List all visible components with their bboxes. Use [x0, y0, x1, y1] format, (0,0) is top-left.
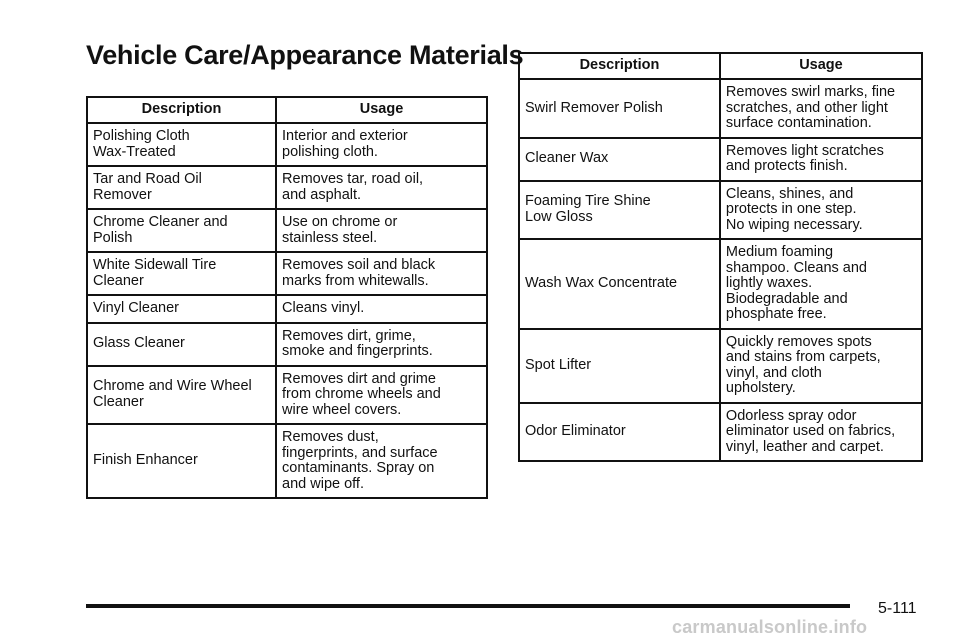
row-usage: Removes dirt, grime, smoke and fingerprints. [276, 323, 487, 366]
page-title: Vehicle Care/Appearance Materials [86, 40, 524, 70]
row-usage: Interior and exterior polishing cloth. [276, 123, 487, 166]
column-header-usage: Usage [720, 53, 922, 79]
column-header-description: Description [519, 53, 720, 79]
table-row [87, 295, 487, 323]
row-description: Finish Enhancer [87, 424, 276, 498]
table-row [519, 79, 922, 138]
row-usage: Quickly removes spots and stains from carpets, vinyl, and cloth upholstery. [720, 329, 922, 403]
row-description: Cleaner Wax [519, 138, 720, 181]
row-usage: Removes swirl marks, fine scratches, and other light surface contamination. [720, 79, 922, 138]
row-description: Foaming Tire Shine Low Gloss [519, 181, 720, 240]
row-description: Wash Wax Concentrate [519, 239, 720, 329]
table-row [87, 123, 487, 166]
table-row [519, 138, 922, 181]
row-usage: Use on chrome or stainless steel. [276, 209, 487, 252]
footer-rule [86, 604, 850, 608]
table-row [87, 209, 487, 252]
row-description: Spot Lifter [519, 329, 720, 403]
row-description: Chrome and Wire Wheel Cleaner [87, 366, 276, 425]
row-usage: Removes dust, fingerprints, and surface contaminants. Spray on and wipe off. [276, 424, 487, 498]
row-description: Tar and Road Oil Remover [87, 166, 276, 209]
row-description: Vinyl Cleaner [87, 295, 276, 323]
row-usage: Medium foaming shampoo. Cleans and lightly waxes. Biodegradable and phosphate free. [720, 239, 922, 329]
care-materials-table-left [86, 96, 488, 499]
watermark: carmanualsonline.info [672, 617, 868, 637]
row-description: Polishing Cloth Wax-Treated [87, 123, 276, 166]
page-number: 5-111 [878, 600, 917, 617]
table-row [87, 252, 487, 295]
table-row [519, 403, 922, 462]
column-header-usage: Usage [276, 97, 487, 123]
table-header-row [519, 53, 922, 79]
table-header-row [87, 97, 487, 123]
row-usage: Cleans, shines, and protects in one step. No wiping necessary. [720, 181, 922, 240]
row-usage: Removes light scratches and protects finish. [720, 138, 922, 181]
row-usage: Removes tar, road oil, and asphalt. [276, 166, 487, 209]
care-materials-table-right [518, 52, 923, 462]
row-usage: Odorless spray odor eliminator used on fabrics, vinyl, leather and carpet. [720, 403, 922, 462]
table-row [519, 239, 922, 329]
row-description: White Sidewall Tire Cleaner [87, 252, 276, 295]
table-row [87, 366, 487, 425]
table-row [87, 424, 487, 498]
row-description: Glass Cleaner [87, 323, 276, 366]
row-description: Chrome Cleaner and Polish [87, 209, 276, 252]
column-header-description: Description [87, 97, 276, 123]
table-row [87, 323, 487, 366]
table-row [87, 166, 487, 209]
table-row [519, 181, 922, 240]
table-row [519, 329, 922, 403]
row-usage: Removes soil and black marks from whitewalls. [276, 252, 487, 295]
row-usage: Removes dirt and grime from chrome wheels and wire wheel covers. [276, 366, 487, 425]
row-usage: Cleans vinyl. [276, 295, 487, 323]
row-description: Swirl Remover Polish [519, 79, 720, 138]
row-description: Odor Eliminator [519, 403, 720, 462]
